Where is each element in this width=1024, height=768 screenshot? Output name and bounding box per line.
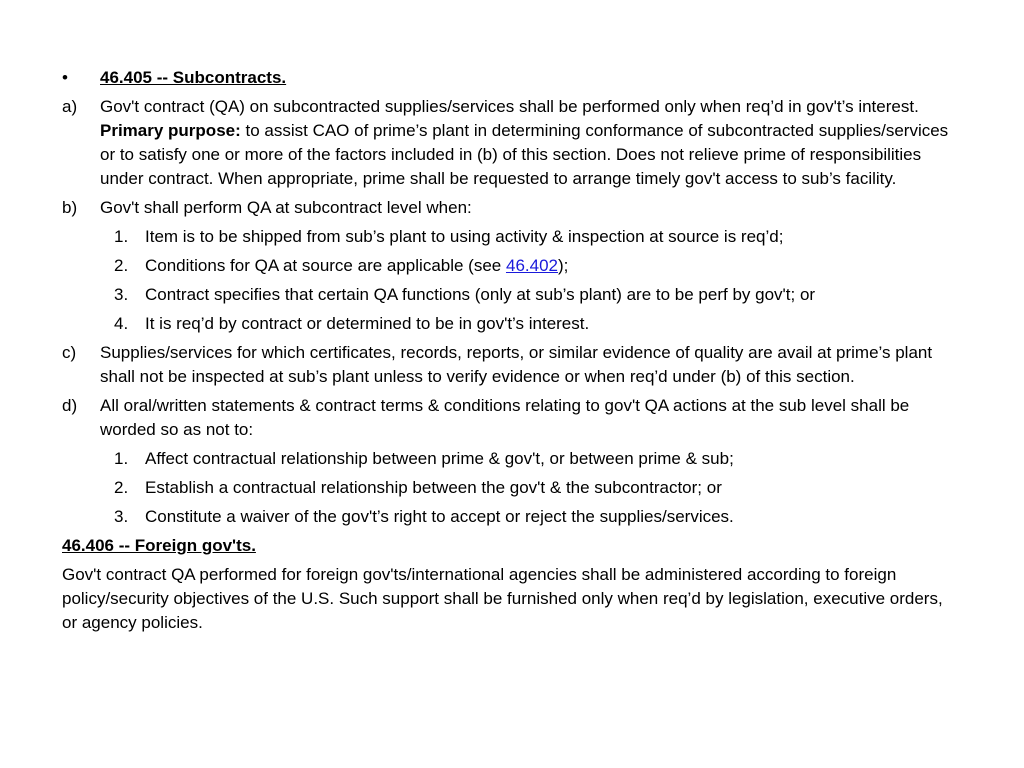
reference-link-46402[interactable]: 46.402 — [505, 256, 558, 275]
list-number: 2. — [114, 256, 129, 275]
item-a-marker: a) — [62, 97, 78, 116]
list-item — [114, 476, 962, 500]
list-item-text — [145, 254, 962, 278]
item-c-text: Supplies/services for which certificates, records, reports, or similar evidence of quality are avail at prime’s plant shall not be inspected at sub’s plant unless to verify evidence or when req’d under (b) of this section. — [100, 343, 933, 386]
list-item — [114, 447, 962, 471]
list-item — [114, 505, 962, 529]
list-item — [114, 312, 962, 336]
list-item — [114, 254, 962, 278]
list-item-text: Constitute a waiver of the gov't’s right to accept or reject the supplies/services. — [145, 507, 734, 526]
list-item-text-pre: Conditions for QA at source are applicable (see — [145, 256, 506, 275]
list-item-text: It is req’d by contract or determined to be in gov't’s interest. — [145, 314, 590, 333]
list-item-text: Contract specifies that certain QA functions (only at sub’s plant) are to be perf by gov't; or — [145, 285, 816, 304]
list-number: 3. — [114, 285, 129, 304]
item-b-marker: b) — [62, 198, 78, 217]
section-46406-heading-row — [62, 534, 962, 558]
section-46405-heading: 46.405 -- Subcontracts. — [100, 68, 287, 87]
item-a-text — [100, 95, 962, 191]
item-d — [62, 394, 962, 442]
bullet-marker: • — [62, 68, 68, 87]
list-item-text: Affect contractual relationship between prime & gov't, or between prime & sub; — [145, 449, 734, 468]
section-46406-heading: 46.406 -- Foreign gov'ts. — [62, 536, 256, 555]
item-b-text: Gov't shall perform QA at subcontract level when: — [100, 198, 472, 217]
list-number: 3. — [114, 507, 129, 526]
item-a — [62, 95, 962, 191]
item-d-sublist — [114, 447, 962, 529]
section-46405-heading-row — [62, 66, 962, 90]
list-item-text: Item is to be shipped from sub’s plant to using activity & inspection at source is req’d; — [145, 227, 784, 246]
item-c-marker: c) — [62, 343, 77, 362]
list-item-text: Establish a contractual relationship between the gov't & the subcontractor; or — [145, 478, 722, 497]
list-number: 1. — [114, 227, 129, 246]
item-b-sublist — [114, 225, 962, 336]
slide-content — [62, 66, 962, 635]
list-number: 2. — [114, 478, 129, 497]
list-item — [114, 225, 962, 249]
list-number: 4. — [114, 314, 129, 333]
item-a-text-part2: to assist CAO of prime’s plant in determining conformance of subcontracted supplies/services or to satisfy one or more of the factors included in (b) of this section. Does not relieve prime of responsibilities under contract. When appropriate, prime shall be requested to arrange timely gov't access to sub’s facility. — [100, 121, 949, 188]
item-d-marker: d) — [62, 396, 78, 415]
section-46406-text: Gov't contract QA performed for foreign gov'ts/international agencies shall be administered according to foreign policy/security objectives of the U.S. Such support shall be furnished only when req’d by legislation, executive orders, or agency policies. — [62, 565, 943, 632]
item-b — [62, 196, 962, 220]
item-a-text-part1: Gov't contract (QA) on subcontracted supplies/services shall be performed only when req’d in gov't’s interest. — [100, 97, 919, 116]
item-c — [62, 341, 962, 389]
list-item-text-post: ); — [557, 256, 569, 275]
list-number: 1. — [114, 449, 129, 468]
item-d-text: All oral/written statements & contract terms & conditions relating to gov't QA actions at the sub level shall be worded so as not to: — [100, 396, 910, 439]
primary-purpose-label: Primary purpose: — [100, 121, 241, 140]
list-item — [114, 283, 962, 307]
